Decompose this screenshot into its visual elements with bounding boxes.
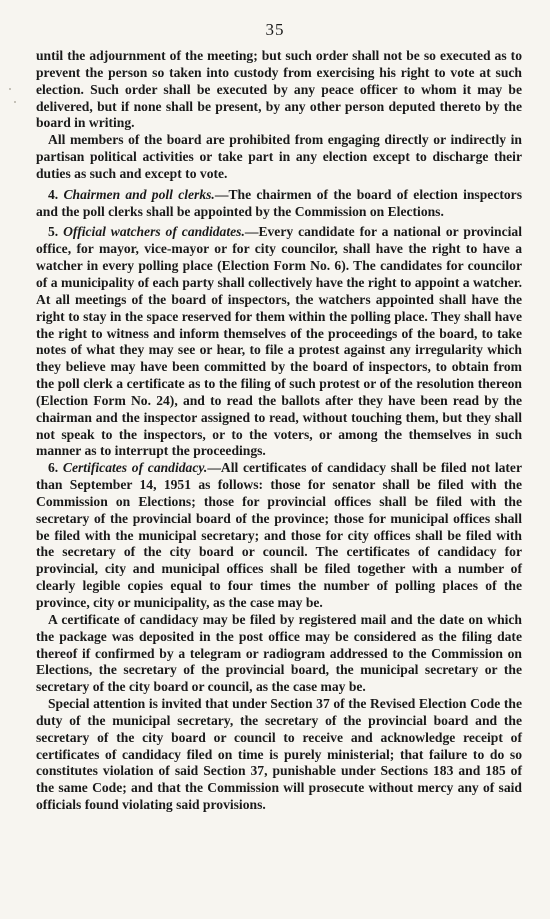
paragraph-board-members [36,132,522,183]
page-number: 35 [265,20,285,39]
paragraph-special-attention [36,696,522,814]
paragraph-text: until the adjournment of the meeting; but such order shall not be so executed as to prevent the person so taken into custody from exercising his right to vote at such election. Such order shall be executed by any peace officer to whom it may be delivered, but if none shall be present, by any other person deputed thereto by the board in writing. [36,48,522,131]
paragraph-text: Special attention is invited that under Section 37 of the Revised Election Code the duty of the municipal secretary, the secretary of the provincial board and the secretary of the city board or council to receive and acknowledge receipt of certificates of candidacy filed on time is purely ministerial; that failure to do so constitutes violation of said Section 37, punishable under Sections 183 and 185 of the same Code; and that the Commission will prosecute without mercy any of said officials found violating said provisions. [36,696,522,813]
document-body [36,48,522,814]
section-5-official-watchers [36,224,522,460]
section-number: 6. [48,460,59,476]
paragraph-continuation [36,48,522,132]
section-heading: Official watchers of candidates. [63,224,245,240]
section-text: —The chairmen of the board of election inspectors and the poll clerks shall be appointed by the Commission on Elections. [36,186,522,219]
paper-speck [14,101,16,103]
section-number: 5. [48,224,59,240]
paragraph-text: A certificate of candidacy may be filed by registered mail and the date on which the package was deposited in the post office may be considered as the filing date thereof if confirmed by a telegram or radiogram addressed to the Commission on Elections, the secretary of the provincial board, the municipal secretary or the secretary of the city board or council, as the case may be. [36,611,522,695]
paragraph-registered-mail [36,612,522,696]
paragraph-text: All members of the board are prohibited from engaging directly or indirectly in partisan political activities or take part in any election except to discharge their duties as such and except to vote. [36,132,522,181]
section-4-chairmen-and-poll-clerks [36,187,522,221]
section-number: 4. [48,186,59,202]
section-6-certificates-of-candidacy [36,460,522,612]
section-text: —All certificates of candidacy shall be filed not later than September 14, 1951 as follows: those for senator shall be filed with the Commission on Elections; those for provincial offices shall be filed with the secretary of the provincial board of the province; those for municipal offices shall be filed with the municipal secretary; and those for city offices shall be filed with the secretary of the city board or council. The certificates of candidacy for provincial, city and municipal offices shall be filed together with a number of clearly legible copies equal to four times the number of polling places of the province, city or municipality, as the case may be. [36,460,522,610]
section-heading: Certificates of candidacy. [62,460,208,476]
paper-speck [9,88,11,90]
section-text: —Every candidate for a national or provincial office, for mayor, vice-mayor or for city councilor, shall have the right to have a watcher in every polling place (Election Form No. 6). The candidates for councilor of a municipality of each party shall collectively have the right to appoint a watcher. At all meetings of the board of inspectors, the watchers appointed shall have the right to stay in the space reserved for them within the polling place. They shall have the right to witness and inform themselves of the proceedings of the board, to take notes of what they may see or hear, to file a protest against any irregularity which they believe may have been committed by the board of inspectors, to obtain from the poll clerk a certificate as to the filing of such protest or of the resolution thereon (Election Form No. 24), and to read the ballots after they have been read by the chairman and the inspector assigned to read, without touching them, but they shall not speak to the inspectors, or to the voters, or among the themselves in such manner as to interrupt the proceedings. [36,224,522,459]
section-heading: Chairmen and poll clerks. [63,186,215,202]
